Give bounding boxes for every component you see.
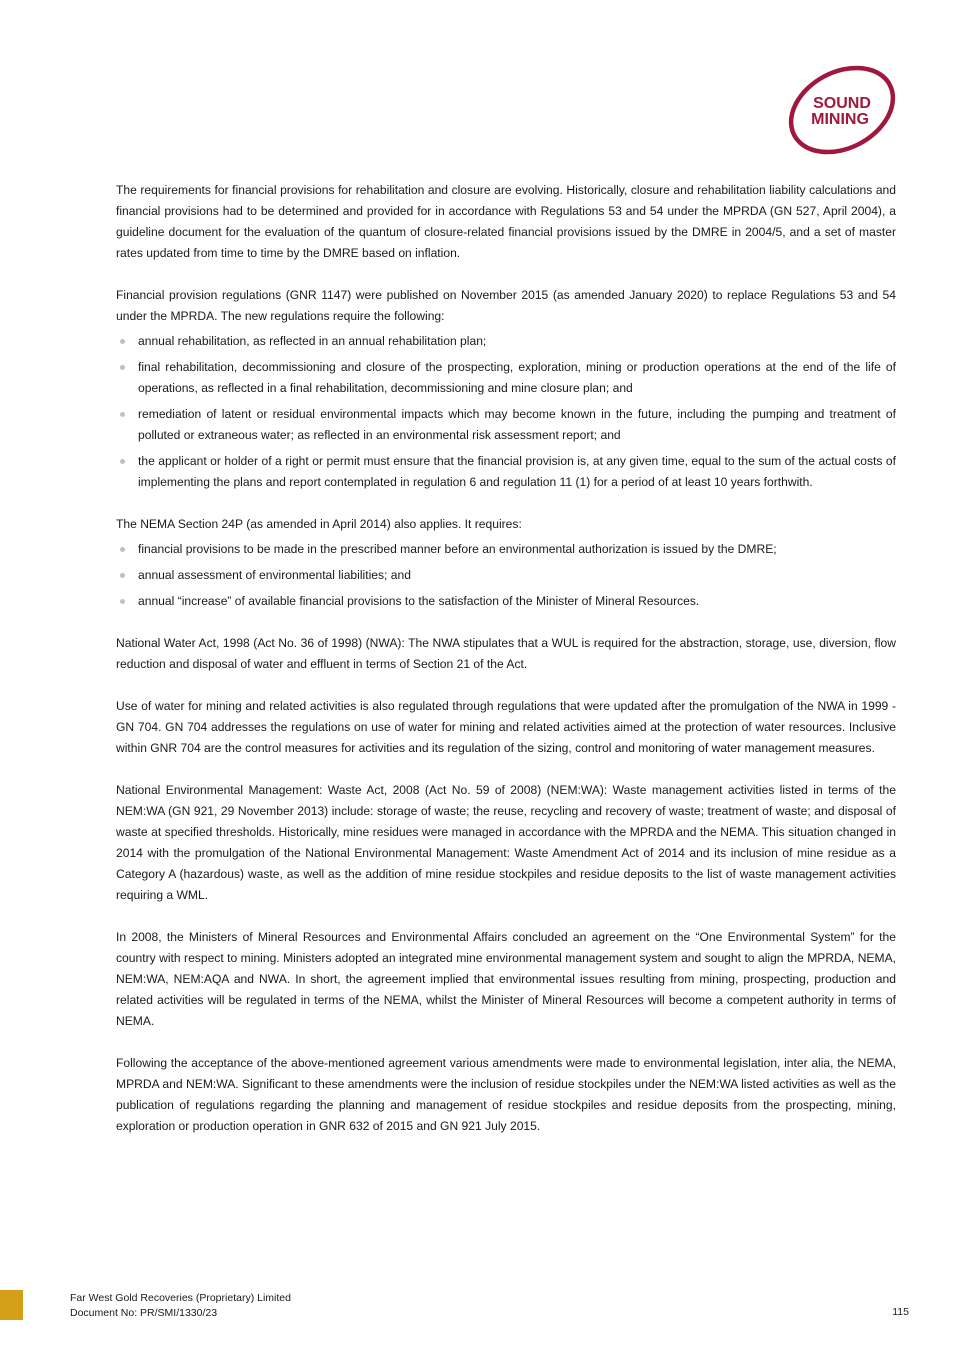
list-item-text: annual “increase” of available financial provisions to the satisfaction of the Minister of Mineral Resources. [138,594,700,608]
list-item [116,451,896,493]
bullet-icon [120,412,125,417]
list-item [116,565,896,586]
paragraph: National Environmental Management: Waste Act, 2008 (Act No. 59 of 2008) (NEM:WA): Waste management activities listed in terms of the NEM:WA (GN 921, 29 November 2013) include: storage of waste; the reuse, recycling and recovery of waste; treatment of waste; and disposal of waste at specified thresholds. Historically, mine residues were managed in accordance with the MPRDA and the NEMA. This situation changed in 2014 with the promulgation of the National Environmental Management: Waste Amendment Act of 2014 and its inclusion of mine residue as a Category A (hazardous) waste, as well as the addition of mine residue stockpiles and residue deposits to the list of waste management activities requiring a WML. [116,783,896,902]
bullet-icon [120,573,125,578]
bullet-icon [120,339,125,344]
requirements-list [116,331,896,493]
footer-company: Far West Gold Recoveries (Proprietary) Limited [70,1292,291,1304]
list-item-text: annual rehabilitation, as reflected in an annual rehabilitation plan; [138,334,487,348]
bullet-icon [120,365,125,370]
list-item-text: financial provisions to be made in the prescribed manner before an environmental authorization is issued by the DMRE; [138,542,777,556]
footer-accent-block [0,1290,23,1320]
document-body [116,180,896,1158]
list-item [116,331,896,352]
paragraph: The NEMA Section 24P (as amended in April 2014) also applies. It requires: [116,517,522,531]
footer-document-number: Document No: PR/SMI/1330/23 [70,1307,218,1319]
footer [70,1291,291,1321]
bullet-icon [120,459,125,464]
list-item-text: annual assessment of environmental liabilities; and [138,568,411,582]
paragraph: National Water Act, 1998 (Act No. 36 of 1998) (NWA): The NWA stipulates that a WUL is required for the abstraction, storage, use, diversion, flow reduction and disposal of water and effluent in terms of Section 21 of the Act. [116,636,896,671]
list-item [116,357,896,399]
page-number: 115 [892,1306,909,1318]
list-item-text: final rehabilitation, decommissioning and closure of the prospecting, exploration, mining or production operations at the end of the life of operations, as reflected in a final rehabilitation, decommissioning and mine closure plan; and [138,360,896,395]
bullet-icon [120,599,125,604]
paragraph: Following the acceptance of the above-mentioned agreement various amendments were made to environmental legislation, inter alia, the NEMA, MPRDA and NEM:WA. Significant to these amendments were the inclusion of residue stockpiles under the NEM:WA listed activities as well as the publication of regulations regarding the planning and management of residue stockpiles and residue deposits from the prospecting, mining, exploration or production operation in GNR 632 of 2015 and GN 921 July 2015. [116,1056,896,1133]
list-item [116,404,896,446]
paragraph: Financial provision regulations (GNR 1147) were published on November 2015 (as amended January 2020) to replace Regulations 53 and 54 under the MPRDA. The new regulations require the following: [116,288,896,323]
nema-requirements-list [116,539,896,612]
list-item-text: remediation of latent or residual environmental impacts which may become known in the future, including the pumping and treatment of polluted or extraneous water; as reflected in an environmental risk assessment report; and [138,407,896,442]
logo-line-1: SOUND [813,95,871,112]
logo-line-2: MINING [811,111,869,128]
list-item-text: the applicant or holder of a right or permit must ensure that the financial provision is, at any given time, equal to the sum of the actual costs of implementing the plans and report contemplated in regulation 6 and regulation 11 (1) for a period of at least 10 years forthwith. [138,454,896,489]
list-item [116,539,896,560]
sound-mining-logo [782,62,902,158]
paragraph: The requirements for financial provisions for rehabilitation and closure are evolving. Historically, closure and rehabilitation liability calculations and financial provisions had to be determined and provided for in accordance with Regulations 53 and 54 under the MPRDA (GN 527, April 2004), a guideline document for the evaluation of the quantum of closure-related financial provisions issued by the DMRE in 2004/5, and a set of master rates updated from time to time by the DMRE based on inflation. [116,183,896,260]
bullet-icon [120,547,125,552]
paragraph: In 2008, the Ministers of Mineral Resources and Environmental Affairs concluded an agreement on the “One Environmental System” for the country with respect to mining. Ministers adopted an integrated mine environmental management system and sought to align the MPRDA, NEMA, NEM:WA, NEM:AQA and NWA. In short, the agreement implied that environmental issues resulting from mining, prospecting, production and related activities will be regulated in terms of the NEMA, whilst the Minister of Mineral Resources will become a competent authority in terms of NEMA. [116,930,896,1028]
list-item [116,591,896,612]
paragraph: Use of water for mining and related activities is also regulated through regulations that were updated after the promulgation of the NWA in 1999 - GN 704. GN 704 addresses the regulations on use of water for mining and related activities aimed at the protection of water resources. Inclusive within GNR 704 are the control measures for activities and its regulation of the sizing, control and monitoring of water management measures. [116,699,896,755]
